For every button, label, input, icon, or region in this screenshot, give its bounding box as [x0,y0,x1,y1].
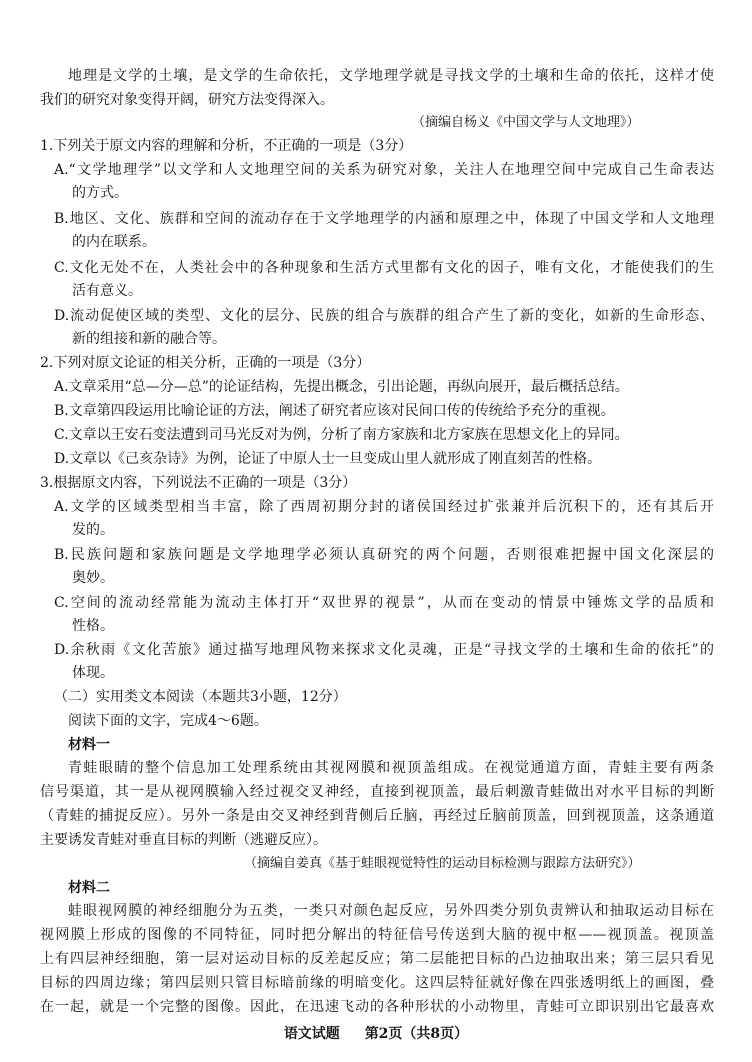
question-2-option-a: A.文章采用“总—分—总”的论证结构，先提出概念，引出论题，再纵向展开，最后概括总结。 [54,379,629,395]
question-1-option-c-cont: 活有意义。 [72,283,142,299]
question-3-option-b: B.民族问题和家族问题是文学地理学必须认真研究的两个问题，否则很难把握中国文化深层的 [54,547,714,563]
question-1-stem: 1.下列关于原文内容的理解和分析，不正确的一项是（3分） [40,138,413,154]
question-3-option-c-cont: 性格。 [72,618,114,634]
intro-source: （摘编自杨义《中国文学与人文地理》） [412,115,640,130]
question-1-option-b: B.地区、文化、族群和空间的流动存在于文学地理学的内涵和原理之中，体现了中国文学和人文地理 [54,211,714,227]
question-3-option-b-cont: 奥妙。 [72,570,114,586]
question-3-option-a: A.文学的区域类型相当丰富，除了西周初期分封的诸侯国经过扩张兼并后沉积下的，还有其后开 [54,499,714,515]
intro-line-1: 地理是文学的土壤，是文学的生命依托，文学地理学就是寻找文学的土壤和生命的依托，这样才使 [68,68,714,84]
footer-page-number: 第2页（共8页） [364,1026,469,1042]
question-1-option-a: A.“文学地理学”以文学和人文地理空间的关系为研究对象，关注人在地理空间中完成自己生命表达 [54,162,714,178]
material-1-line-1: 青蛙眼睛的整个信息加工处理系统由其视网膜和视顶盖组成。在视觉通道方面，青蛙主要有两条 [68,760,714,776]
material-2-line-2: 视网膜上形成的图像的不同特征，同时把分解出的特征信号传送到大脑的视中枢——视顶盖。视顶盖 [40,927,714,943]
question-3-option-d-cont: 体现。 [72,665,114,681]
page-footer [0,1024,752,1044]
question-3-option-a-cont: 发的。 [72,522,114,538]
footer-subject: 语文试题 [283,1026,340,1042]
question-1-option-c: C.文化无处不在，人类社会中的各种现象和生活方式里都有文化的因子，唯有文化，才能使我们的生 [54,260,714,276]
material-2-line-4: 目标的四周边缘；第四层则只管目标暗前缘的明暗变化。这四层特征就好像在四张透明纸上的画图，叠 [40,975,714,991]
material-1-line-2: 信号渠道，其一是从视网膜输入经过视交叉神经，直接到视顶盖，最后刺激青蛙做出对水平目标的判断 [40,784,714,800]
question-2-option-d: D.文章以《己亥杂诗》为例，论证了中原人士一旦变成山里人就形成了刚直刻苦的性格。 [54,451,602,467]
section-2-instruction: 阅读下面的文字，完成4～6题。 [68,713,268,729]
section-2-heading: （二）实用类文本阅读（本题共3小题，12分） [54,689,347,705]
question-1-option-d: D.流动促使区域的类型、文化的层分、民族的组合与族群的组合产生了新的变化，如新的生命形态、 [54,308,714,324]
material-2-line-3: 上有四层神经细胞，第一层对运动目标的反差起反应；第二层能把目标的凸边抽取出来；第三层只看见 [40,951,714,967]
material-1-title: 材料一 [68,737,110,753]
material-1-line-3: （青蛙的捕捉反应）。另外一条是由交叉神经到背侧后丘脑，再经过丘脑前顶盖，回到视顶盖，这条通道 [40,808,714,824]
question-1-option-a-cont: 的方式。 [72,185,128,201]
question-1-option-b-cont: 的内在联系。 [72,234,156,250]
question-1-option-d-cont: 新的组接和新的融合等。 [72,331,226,347]
material-1-source: （摘编自姜真《基于蛙眼视觉特性的运动目标检测与跟踪方法研究》） [244,856,641,871]
question-3-stem: 3.根据原文内容，下列说法不正确的一项是（3分） [40,475,357,491]
question-2-option-c: C.文章以王安石变法遭到司马光反对为例，分析了南方家族和北方家族在思想文化上的异同。 [54,427,629,443]
material-1-line-4: 主要诱发青蛙对垂直目标的判断（逃避反应）。 [40,832,327,848]
intro-line-2: 我们的研究对象变得开阔，研究方法变得深入。 [40,92,334,108]
material-2-line-1: 蛙眼视网膜的神经细胞分为五类，一类只对颜色起反应，另外四类分别负责辨认和抽取运动目标在 [68,903,714,919]
question-2-stem: 2.下列对原文论证的相关分析，正确的一项是（3分） [40,355,371,371]
material-2-line-5: 在一起，就是一个完整的图像。因此，在迅速飞动的各种形状的小动物里，青蛙可立即识别出它最喜欢 [40,999,714,1015]
question-3-option-c: C.空间的流动经常能为流动主体打开“双世界的视景”，从而在变动的情景中锤炼文学的品质和 [54,595,714,611]
question-2-option-b: B.文章第四段运用比喻论证的方法，阐述了研究者应该对民间口传的传统给予充分的重视。 [54,403,615,419]
question-3-option-d: D.余秋雨《文化苦旅》通过描写地理风物来探求文化灵魂，正是“寻找文学的土壤和生命的依托”的 [54,642,714,658]
material-2-title: 材料二 [68,880,110,896]
